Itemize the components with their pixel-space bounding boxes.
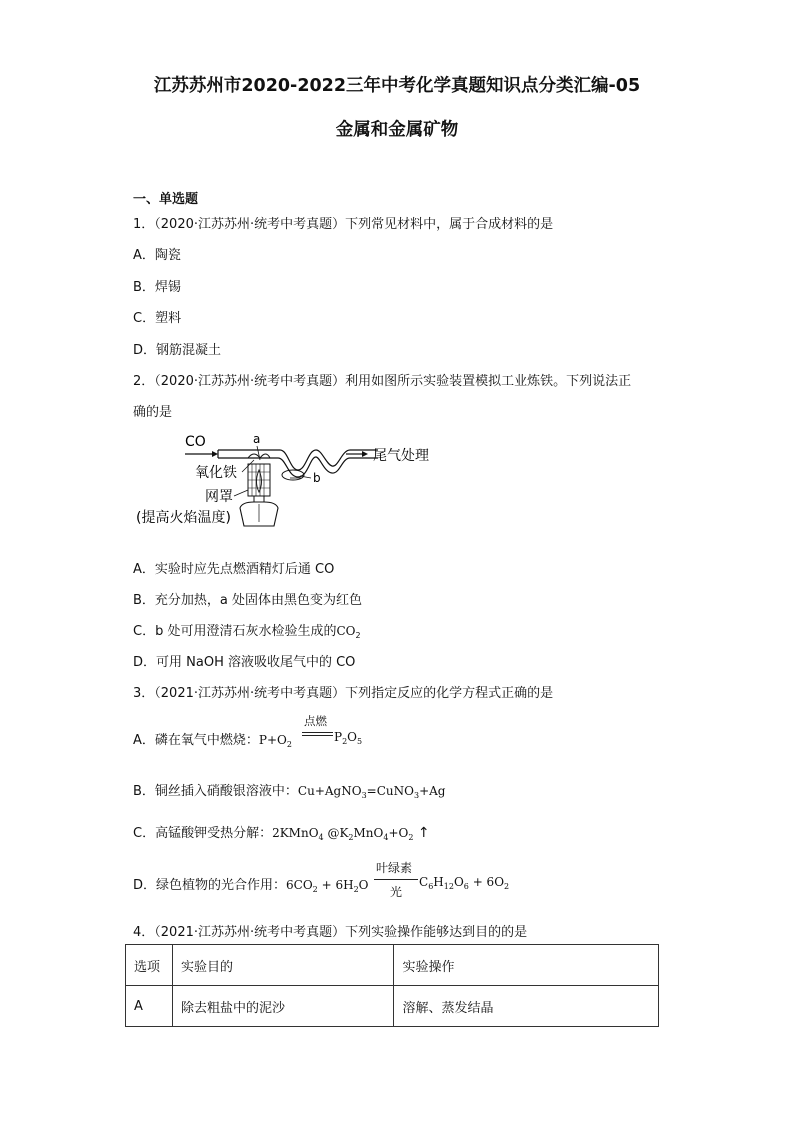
q3-option-a bbox=[133, 729, 292, 748]
diagram-a-label: a bbox=[253, 432, 261, 446]
q3-option-d-condition-top: 叶绿素 bbox=[376, 861, 413, 875]
q3-option-b bbox=[133, 780, 445, 799]
diagram-co-label: CO bbox=[185, 434, 206, 450]
q3-c-lhs: 2KMnO bbox=[272, 826, 319, 840]
q3-b-eq-3: +Ag bbox=[419, 784, 446, 798]
q2-stem-line2: 确的是 bbox=[133, 405, 173, 420]
table-row bbox=[126, 986, 659, 1027]
q3-c-mno: MnO bbox=[353, 826, 384, 840]
q3-c-lhs-sub: 4 bbox=[318, 833, 324, 842]
q3-b-sub2: 3 bbox=[413, 791, 420, 800]
q2-option-c-formula: CO bbox=[336, 624, 356, 638]
q3-option-a-label: A．磷在氧气中燃烧： bbox=[133, 733, 259, 748]
q3-option-a-lhs bbox=[259, 733, 292, 747]
table-cell: 除去粗盐中的泥沙 bbox=[172, 986, 394, 1027]
q3-c-sub2: 2 bbox=[348, 833, 354, 842]
q3-option-c bbox=[133, 822, 430, 841]
q3-b-eq-2: =CuNO bbox=[366, 784, 414, 798]
iron-smelting-apparatus-diagram bbox=[130, 430, 450, 536]
q3-d-lhs-1: 6CO bbox=[286, 878, 313, 892]
q3-option-c-label: C．高锰酸钾受热分解： bbox=[133, 826, 273, 841]
diagram-b-label: b bbox=[313, 471, 321, 485]
document-title-line1: 江苏苏州市2020-2022三年中考化学真题知识点分类汇编-05 bbox=[153, 76, 641, 96]
q3-b-sub1: 3 bbox=[361, 791, 367, 800]
q3-d-lhs-3: O bbox=[358, 878, 369, 892]
q1-stem: 1．（2020·江苏苏州·统考中考真题）下列常见材料中，属于合成材料的是 bbox=[133, 217, 554, 232]
q3-stem: 3．（2021·江苏苏州·统考中考真题）下列指定反应的化学方程式正确的是 bbox=[133, 686, 554, 701]
q3-option-d-lhs bbox=[286, 878, 368, 892]
q3-d-rhs-sub2: 12 bbox=[443, 882, 454, 891]
q3-d-rhs-o: O bbox=[453, 875, 464, 889]
q3-d-rhs-o2: + 6O bbox=[468, 875, 505, 889]
q3-option-d-condition-bottom: 光 bbox=[390, 885, 403, 899]
document-title-line2: 金属和金属矿物 bbox=[335, 120, 459, 140]
q3-c-up-arrow: ↑ bbox=[413, 825, 430, 841]
table-header-cell: 实验目的 bbox=[172, 945, 394, 986]
q2-option-b: B．充分加热，a 处固体由黑色变为红色 bbox=[133, 593, 363, 608]
q1-option-a: A．陶瓷 bbox=[133, 248, 181, 263]
q3-a-lhs-text: P+O bbox=[258, 733, 287, 747]
q1-option-b: B．焊锡 bbox=[133, 280, 181, 295]
q3-a-rhs-o: O bbox=[347, 730, 358, 744]
q3-a-lhs-sub: 2 bbox=[286, 740, 292, 749]
q3-option-a-rhs bbox=[334, 730, 362, 744]
q2-stem-line1: 2．（2020·江苏苏州·统考中考真题）利用如图所示实验装置模拟工业炼铁。下列说法正 bbox=[133, 374, 632, 389]
q3-d-lhs-sub2: 2 bbox=[353, 885, 359, 894]
q3-c-sub5: 2 bbox=[408, 833, 414, 842]
q3-option-a-condition: 点燃 bbox=[304, 714, 327, 728]
diagram-iron-oxide-label: 氧化铁 bbox=[195, 465, 237, 481]
table-cell: 溶解、蒸发结晶 bbox=[394, 986, 659, 1027]
q2-option-a: A．实验时应先点燃酒精灯后通 CO bbox=[133, 562, 335, 577]
q3-option-b-label: B．铜丝插入硝酸银溶液中： bbox=[133, 784, 298, 799]
q4-options-table bbox=[125, 944, 659, 1027]
q3-option-c-equation bbox=[272, 826, 430, 840]
q3-b-eq-1: Cu+AgNO bbox=[297, 784, 362, 798]
q3-d-rhs-c: C bbox=[419, 875, 429, 889]
q3-d-rhs-sub3: 6 bbox=[463, 882, 469, 891]
diagram-flame-temp-label: (提高火焰温度) bbox=[136, 510, 231, 526]
q3-option-d-label: D．绿色植物的光合作用： bbox=[133, 878, 287, 893]
table-cell: A bbox=[126, 986, 173, 1027]
q3-option-d-rhs bbox=[419, 875, 509, 889]
q4-stem: 4．（2021·江苏苏州·统考中考真题）下列实验操作能够达到目的的是 bbox=[133, 925, 528, 940]
q2-option-c-subscript: 2 bbox=[355, 631, 361, 640]
q3-a-rhs-sub1: 2 bbox=[342, 737, 348, 746]
q3-d-rhs-sub1: 6 bbox=[428, 882, 434, 891]
q2-option-c-text: C．b 处可用澄清石灰水检验生成的 bbox=[133, 624, 337, 639]
q3-d-rhs-sub4: 2 bbox=[504, 882, 510, 891]
table-header-cell: 实验操作 bbox=[394, 945, 659, 986]
q3-d-rhs-h: H bbox=[433, 875, 444, 889]
q3-d-lhs-2: + 6H bbox=[317, 878, 354, 892]
q3-c-o2: +O bbox=[388, 826, 409, 840]
q1-option-d: D．钢筋混凝土 bbox=[133, 343, 222, 358]
q3-d-lhs-sub1: 2 bbox=[312, 885, 318, 894]
q3-a-rhs-sub2: 5 bbox=[357, 737, 363, 746]
q3-a-rhs-p: P bbox=[334, 730, 343, 744]
q3-c-mid: @K bbox=[323, 826, 349, 840]
q1-option-c: C．塑料 bbox=[133, 311, 182, 326]
q2-option-c bbox=[133, 620, 361, 639]
q3-option-d-reaction-line bbox=[374, 879, 418, 880]
q3-option-a-equals bbox=[302, 732, 333, 736]
table-header-row bbox=[126, 945, 659, 986]
diagram-mesh-label: 网罩 bbox=[205, 489, 233, 505]
section-heading: 一、单选题 bbox=[133, 192, 199, 207]
table-header-cell: 选项 bbox=[126, 945, 173, 986]
q3-c-sub4: 4 bbox=[383, 833, 389, 842]
diagram-tail-gas-label: 尾气处理 bbox=[373, 448, 429, 464]
q3-option-b-equation bbox=[298, 784, 446, 798]
q3-option-d bbox=[133, 874, 369, 893]
q2-option-d: D．可用 NaOH 溶液吸收尾气中的 CO bbox=[133, 655, 356, 670]
